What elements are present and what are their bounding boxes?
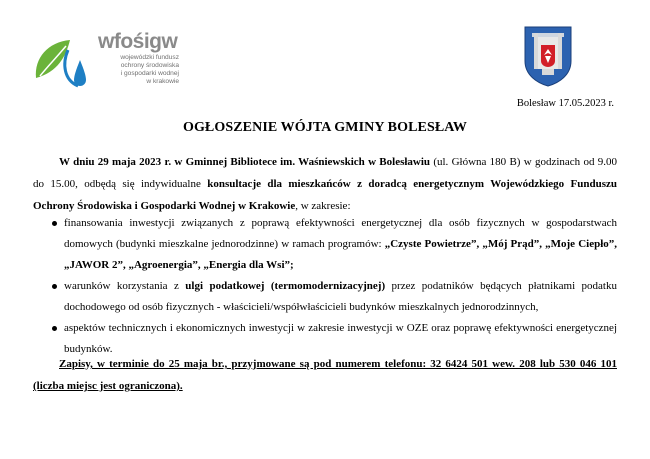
bullet-2-tax-relief: ulgi podatkowej (termomodernizacyjnej) [185,280,386,292]
intro-address-hours: (ul. Główna 180 B) w godzinach od 9.00 do 15.00, odbędą się indywidualne [33,156,617,190]
logo-subtitle-4: w krakowie [146,78,179,85]
bullet-1-programs: „Czyste Powietrze”, „Mój Prąd”, „Moje Ciepło”, „JAWOR 2”, „Agroenergia”, „Energia dla Wsi”; [64,238,617,271]
intro-event-info: W dniu 29 maja 2023 r. w Gminnej Bibliotece im. Waśniewskich w Bolesławiu [59,156,431,168]
document-date: Bolesław 17.05.2023 r. [516,98,614,109]
list-item [33,213,617,276]
leaf-drop-icon [30,30,100,100]
logo-subtitle-3: i gospodarki wodnej [120,70,179,77]
bullet-icon [52,326,57,331]
bullet-3-text: aspektów technicznych i ekonomicznych inwestycji w zakresie inwestycji w OZE oraz poprawę efektywności energetycznej budynków. [64,322,617,355]
page-title: OGŁOSZENIE WÓJTA GMINY BOLESŁAW [182,120,468,135]
intro-paragraph [33,151,617,217]
wfosigw-logo [30,30,180,100]
bullet-icon [52,284,57,289]
coat-of-arms-icon [523,25,573,87]
registration-notice: Zapisy, w terminie do 25 maja br., przyjmowane są pod numerem telefonu: 32 6424 501 wew. 208 lub 530 046 101 (liczba miejsc jest ograniczona). [33,358,617,392]
bullet-2-text-c: przez podatników będących płatnikami podatku dochodowego od osób fizycznych - właścicieli/współwłaścicieli budynków mieszkalnych jednorodzinnych, [64,280,617,313]
intro-consultation: konsultacje dla mieszkańców z doradcą energetycznym Wojewódzkiego Funduszu Ochrony Środowiska i Gospodarki Wodnej w Krakowie [33,178,617,212]
logo-subtitle-1: wojewódzki fundusz [120,54,179,61]
scope-list [33,213,617,360]
logo-brand-text: wfośigw [98,30,178,53]
bullet-2-text-a: warunków korzystania z [64,280,186,292]
bullet-icon [52,221,57,226]
logo-subtitle-2: ochrony środowiska [120,62,179,69]
bullet-1-text: finansowania inwestycji związanych z poprawą efektywności energetycznej dla osób fizycznych w gospodarstwach domowych (budynki mieszkalne jednorodzinne) w ramach programów: [64,217,617,250]
intro-scope: , w zakresie: [295,200,351,212]
list-item [33,276,617,318]
